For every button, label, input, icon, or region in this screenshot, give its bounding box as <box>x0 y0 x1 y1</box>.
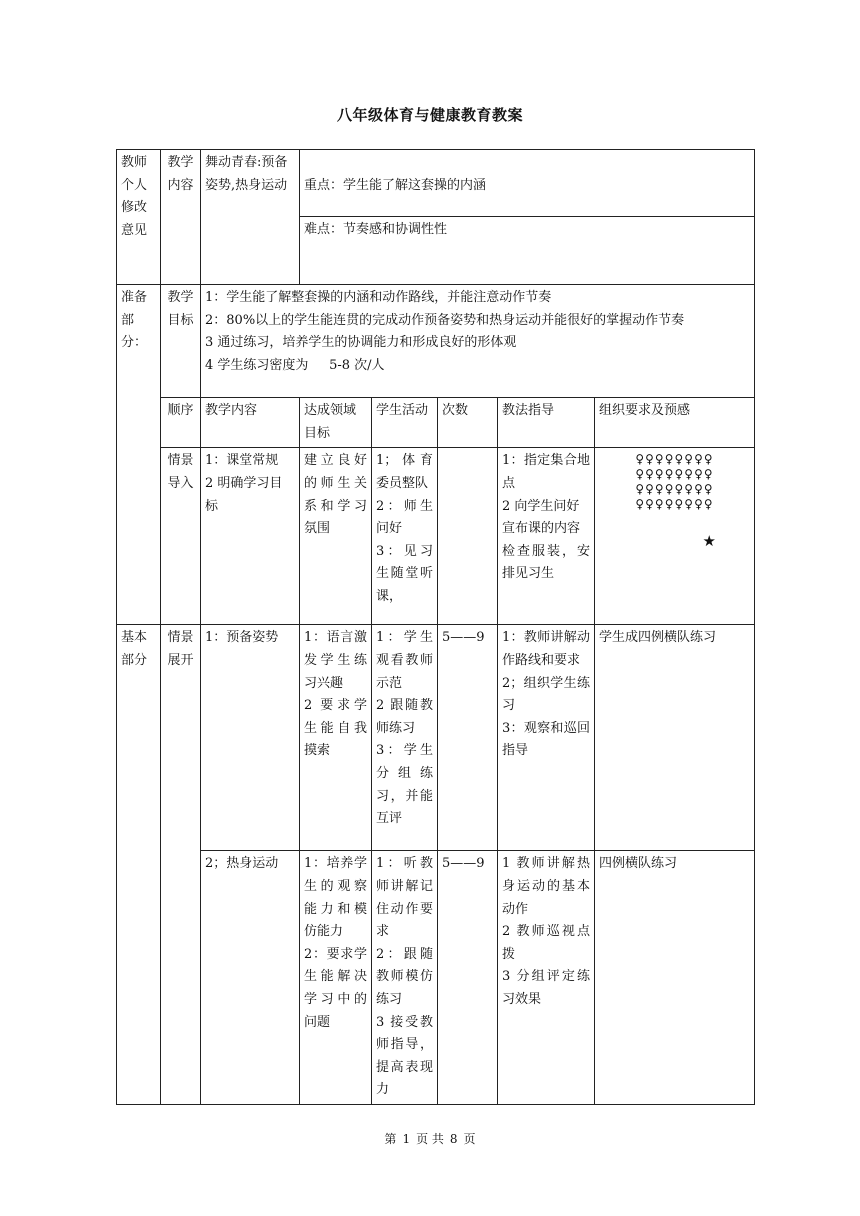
teacher-notes-cell: 教师个人修改意见 <box>117 150 161 285</box>
guidance-cell: 1：教师讲解动作路线和要求 2；组织学生练习 3：观察和巡回指导 <box>498 625 595 851</box>
goal-item: 1：学生能了解整套操的内涵和动作路线，并能注意动作节奏 <box>205 290 552 306</box>
goal-item: 3 通过练习，培养学生的协调能力和形成良好的形体观 <box>205 335 517 351</box>
header-row <box>117 150 755 285</box>
footer-prefix: 第 <box>384 1132 397 1146</box>
column-header-row <box>117 398 755 448</box>
content-cell: 1：预备姿势 <box>201 625 300 851</box>
content-label-cell: 教学内容 <box>161 150 201 285</box>
activity-cell: 1：听教师讲解记住动作要求 2：跟随教师模仿练习 3 接受教师指导，提高表现力 <box>372 851 438 1105</box>
count-cell <box>438 448 498 625</box>
page-title: 八年级体育与健康教育教案 <box>336 106 523 124</box>
student-formation: ♀♀♀♀♀♀♀♀ ♀♀♀♀♀♀♀♀ ♀♀♀♀♀♀♀♀ ♀♀♀♀♀♀♀♀ <box>635 452 714 512</box>
footer-suffix: 页 <box>463 1132 476 1146</box>
activity-cell: 1；体育委员整队 2：师生问好 3：见习生随堂听课， <box>372 448 438 625</box>
difficulty-text: 难点：节奏感和协调性性 <box>304 222 448 238</box>
count-cell: 5——9 <box>438 851 498 1105</box>
col-org-header: 组织要求及预感 <box>595 398 755 448</box>
footer-total-pages: 8 <box>449 1132 458 1146</box>
teacher-star-icon: ★ <box>702 532 716 551</box>
col-activity-header: 学生活动 <box>372 398 438 448</box>
stage-cell: 情景导入 <box>161 448 201 625</box>
goal-item: 4 学生练习密度为 5-8 次/人 <box>205 357 385 373</box>
col-content-header: 教学内容 <box>201 398 300 448</box>
col-guidance-header: 教法指导 <box>498 398 595 448</box>
footer-page-number: 1 <box>402 1132 411 1146</box>
warmup-row-2 <box>117 851 755 1105</box>
key-points-subtable <box>300 173 754 262</box>
basic-section-label: 基本部分 <box>117 625 161 1105</box>
guidance-cell: 1：指定集合地点 2 向学生问好 宣布课的内容 检查服装，安排见习生 <box>498 448 595 625</box>
footer-mid: 页 共 <box>416 1132 444 1146</box>
prep-section-label: 准备部分： <box>117 285 161 625</box>
content-cell: 1：课堂常规 2 明确学习目标 <box>201 448 300 625</box>
goals-cell <box>201 285 755 398</box>
lesson-plan-table <box>116 149 755 1105</box>
org-cell <box>595 448 755 625</box>
page-footer <box>0 1130 860 1147</box>
lesson-content-cell: 舞动青春:预备姿势,热身运动 <box>201 150 300 285</box>
org-cell: 学生成四例横队练习 <box>595 625 755 851</box>
target-cell: 建立良好的师生关系和学习氛围 <box>300 448 372 625</box>
goal-label-cell: 教学目标 <box>161 285 201 398</box>
activity-cell: 1：学生观看教师示范 2 跟随教师练习 3：学生分组练习，并能互评 <box>372 625 438 851</box>
goals-row <box>117 285 755 398</box>
count-cell: 5——9 <box>438 625 498 851</box>
col-order-header: 顺序 <box>161 398 201 448</box>
intro-row <box>117 448 755 625</box>
target-cell: 1：培养学生的观察能力和模仿能力 2：要求学生能解决学习中的问题 <box>300 851 372 1105</box>
content-cell: 2；热身运动 <box>201 851 300 1105</box>
guidance-cell: 1 教师讲解热身运动的基本动作 2 教师巡视点拨 3 分组评定练习效果 <box>498 851 595 1105</box>
key-point-text: 重点：学生能了解这套操的内涵 <box>300 173 754 217</box>
org-cell: 四例横队练习 <box>595 851 755 1105</box>
key-points-cell <box>300 150 755 285</box>
col-target-header: 达成领域目标 <box>300 398 372 448</box>
col-count-header: 次数 <box>438 398 498 448</box>
warmup-row-1 <box>117 625 755 851</box>
target-cell: 1：语言激发学生练习兴趣 2 要求学生能自我摸索 <box>300 625 372 851</box>
goal-item: 2：80%以上的学生能连贯的完成动作预备姿势和热身运动并能很好的掌握动作节奏 <box>205 312 685 328</box>
stage-cell: 情景展开 <box>161 625 201 1105</box>
